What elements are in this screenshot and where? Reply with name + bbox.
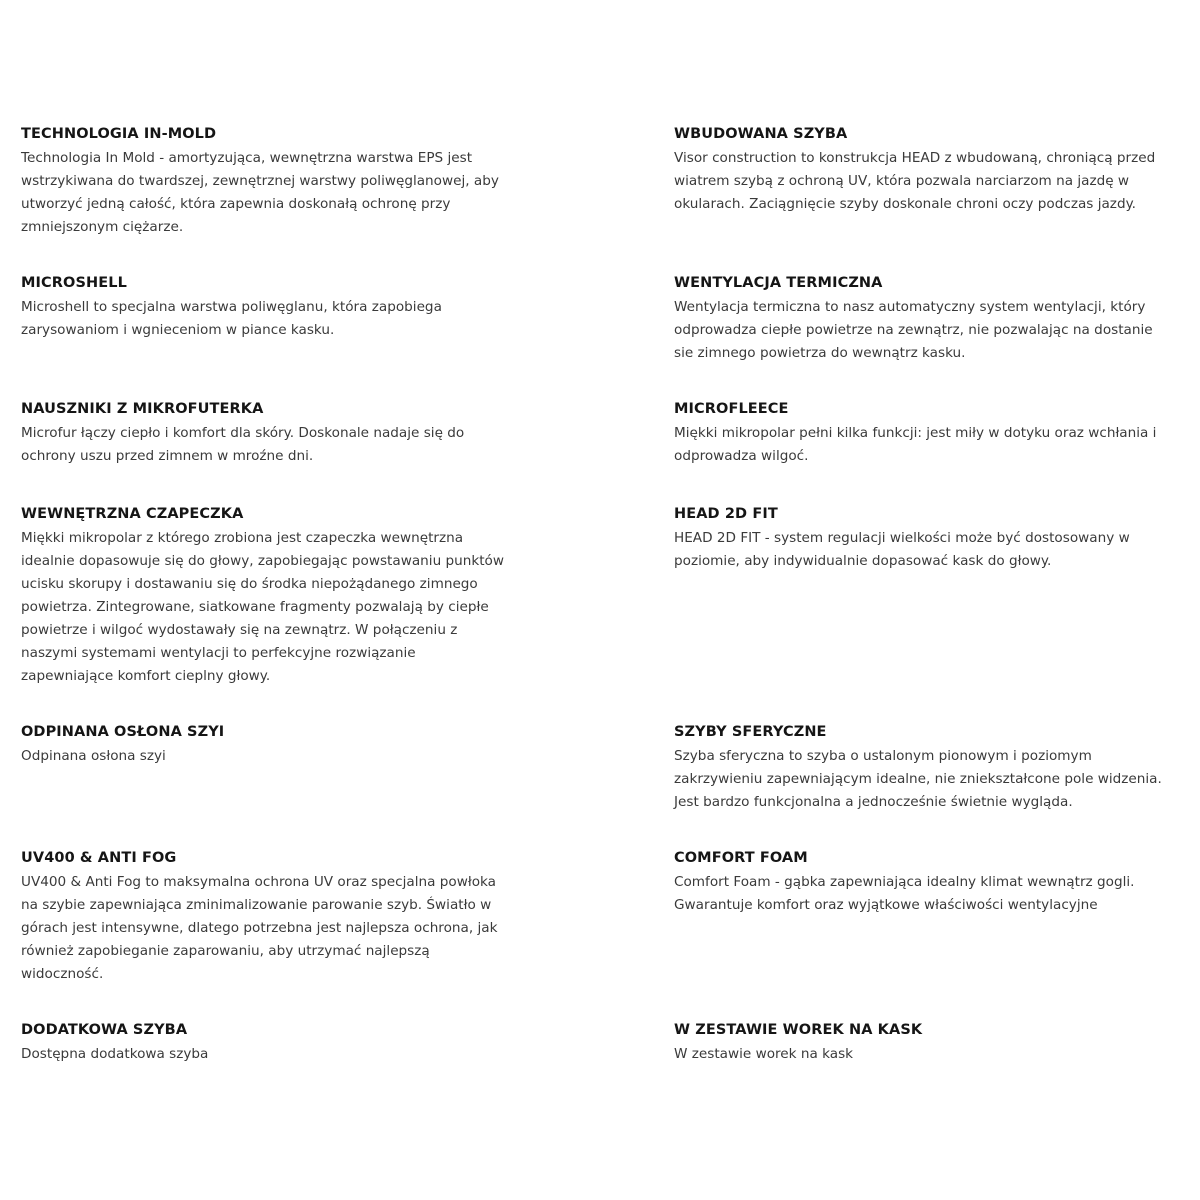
feature-title: WENTYLACJA TERMICZNA [674, 275, 883, 291]
feature-title: NAUSZNIKI Z MIKROFUTERKA [21, 401, 264, 417]
feature-title: SZYBY SFERYCZNE [674, 724, 827, 740]
feature-helmet-bag [674, 1020, 1164, 1066]
feature-description: Szyba sferyczna to szyba o ustalonym pionowym i poziomym zakrzywieniu zapewniającym idealne, nie zniekształcone pole widzenia. Jest bardzo funkcjonalna a jednocześnie świetnie wygląda. [674, 748, 1162, 810]
feature-description: Microshell to specjalna warstwa poliwęglanu, która zapobiega zarysowaniom i wgnieceniom w piance kasku. [21, 299, 442, 338]
feature-description: Dostępna dodatkowa szyba [21, 1046, 209, 1062]
feature-description: W zestawie worek na kask [674, 1046, 854, 1062]
feature-spherical-lenses [674, 722, 1164, 814]
feature-title: MICROSHELL [21, 275, 127, 291]
feature-description: Visor construction to konstrukcja HEAD z wbudowaną, chroniącą przed wiatrem szybą z ochroną UV, która pozwala narciarzom na jazdę w okularach. Zaciągnięcie szyby doskonale chroni oczy podczas jazdy. [674, 150, 1156, 212]
feature-title: COMFORT FOAM [674, 850, 808, 866]
feature-head-2d-fit [674, 504, 1164, 573]
feature-microshell [21, 273, 511, 342]
feature-comfort-foam [674, 848, 1164, 917]
feature-description: Comfort Foam - gąbka zapewniająca idealny klimat wewnątrz gogli. Gwarantuje komfort oraz wyjątkowe właściwości wentylacyjne [674, 874, 1135, 913]
feature-microfleece [674, 399, 1164, 468]
feature-extra-visor [21, 1020, 511, 1066]
feature-description: Microfur łączy ciepło i komfort dla skóry. Doskonale nadaje się do ochrony uszu przed zimnem w mroźne dni. [21, 425, 465, 464]
feature-in-mold [21, 124, 511, 239]
feature-title: HEAD 2D FIT [674, 506, 778, 522]
feature-title: UV400 & ANTI FOG [21, 850, 177, 866]
feature-description: Miękki mikropolar pełni kilka funkcji: jest miły w dotyku oraz wchłania i odprowadza wilgoć. [674, 425, 1157, 464]
feature-title: DODATKOWA SZYBA [21, 1022, 188, 1038]
feature-built-in-visor [674, 124, 1164, 216]
feature-microfur-earpads [21, 399, 511, 468]
feature-title: TECHNOLOGIA IN-MOLD [21, 126, 217, 142]
feature-description: UV400 & Anti Fog to maksymalna ochrona UV oraz specjalna powłoka na szybie zapewniająca zminimalizowanie parowanie szyb. Światło w górach jest intensywne, dlatego potrzebna jest najlepsza ochrona, jak również zapobieganie zaparowaniu, aby utrzymać najlepszą widoczność. [21, 874, 498, 982]
feature-title: MICROFLEECE [674, 401, 789, 417]
feature-title: ODPINANA OSŁONA SZYI [21, 724, 225, 740]
feature-description: Wentylacja termiczna to nasz automatyczny system wentylacji, który odprowadza ciepłe powietrze na zewnątrz, nie pozwalając na dostanie sie zimnego powietrza do wewnątrz kasku. [674, 299, 1153, 361]
feature-description: Odpinana osłona szyi [21, 748, 166, 764]
feature-description: Technologia In Mold - amortyzująca, wewnętrzna warstwa EPS jest wstrzykiwana do twardszej, zewnętrznej warstwy poliwęglanowej, aby utworzyć jedną całość, która zapewnia doskonałą ochronę przy zmniejszonym ciężarze. [21, 150, 499, 235]
feature-description: HEAD 2D FIT - system regulacji wielkości może być dostosowany w poziomie, aby indywidualnie dopasować kask do głowy. [674, 530, 1130, 569]
feature-title: WBUDOWANA SZYBA [674, 126, 848, 142]
feature-inner-cap [21, 504, 511, 688]
feature-neck-guard [21, 722, 511, 768]
feature-title: W ZESTAWIE WOREK NA KASK [674, 1022, 923, 1038]
feature-title: WEWNĘTRZNA CZAPECZKA [21, 506, 244, 522]
feature-uv400-anti-fog [21, 848, 511, 986]
feature-thermal-ventilation [674, 273, 1164, 365]
feature-description: Miękki mikropolar z którego zrobiona jest czapeczka wewnętrzna idealnie dopasowuje się do głowy, zapobiegając powstawaniu punktów ucisku skorupy i dostawaniu się do środka niepożądanego zimnego powietrza. Zintegrowane, siatkowane fragmenty pozwalają by ciepłe powietrze i wilgoć wydostawały się na zewnątrz. W połączeniu z naszymi systemami wentylacji to perfekcyjne rozwiązanie zapewniające komfort cieplny głowy. [21, 530, 504, 684]
